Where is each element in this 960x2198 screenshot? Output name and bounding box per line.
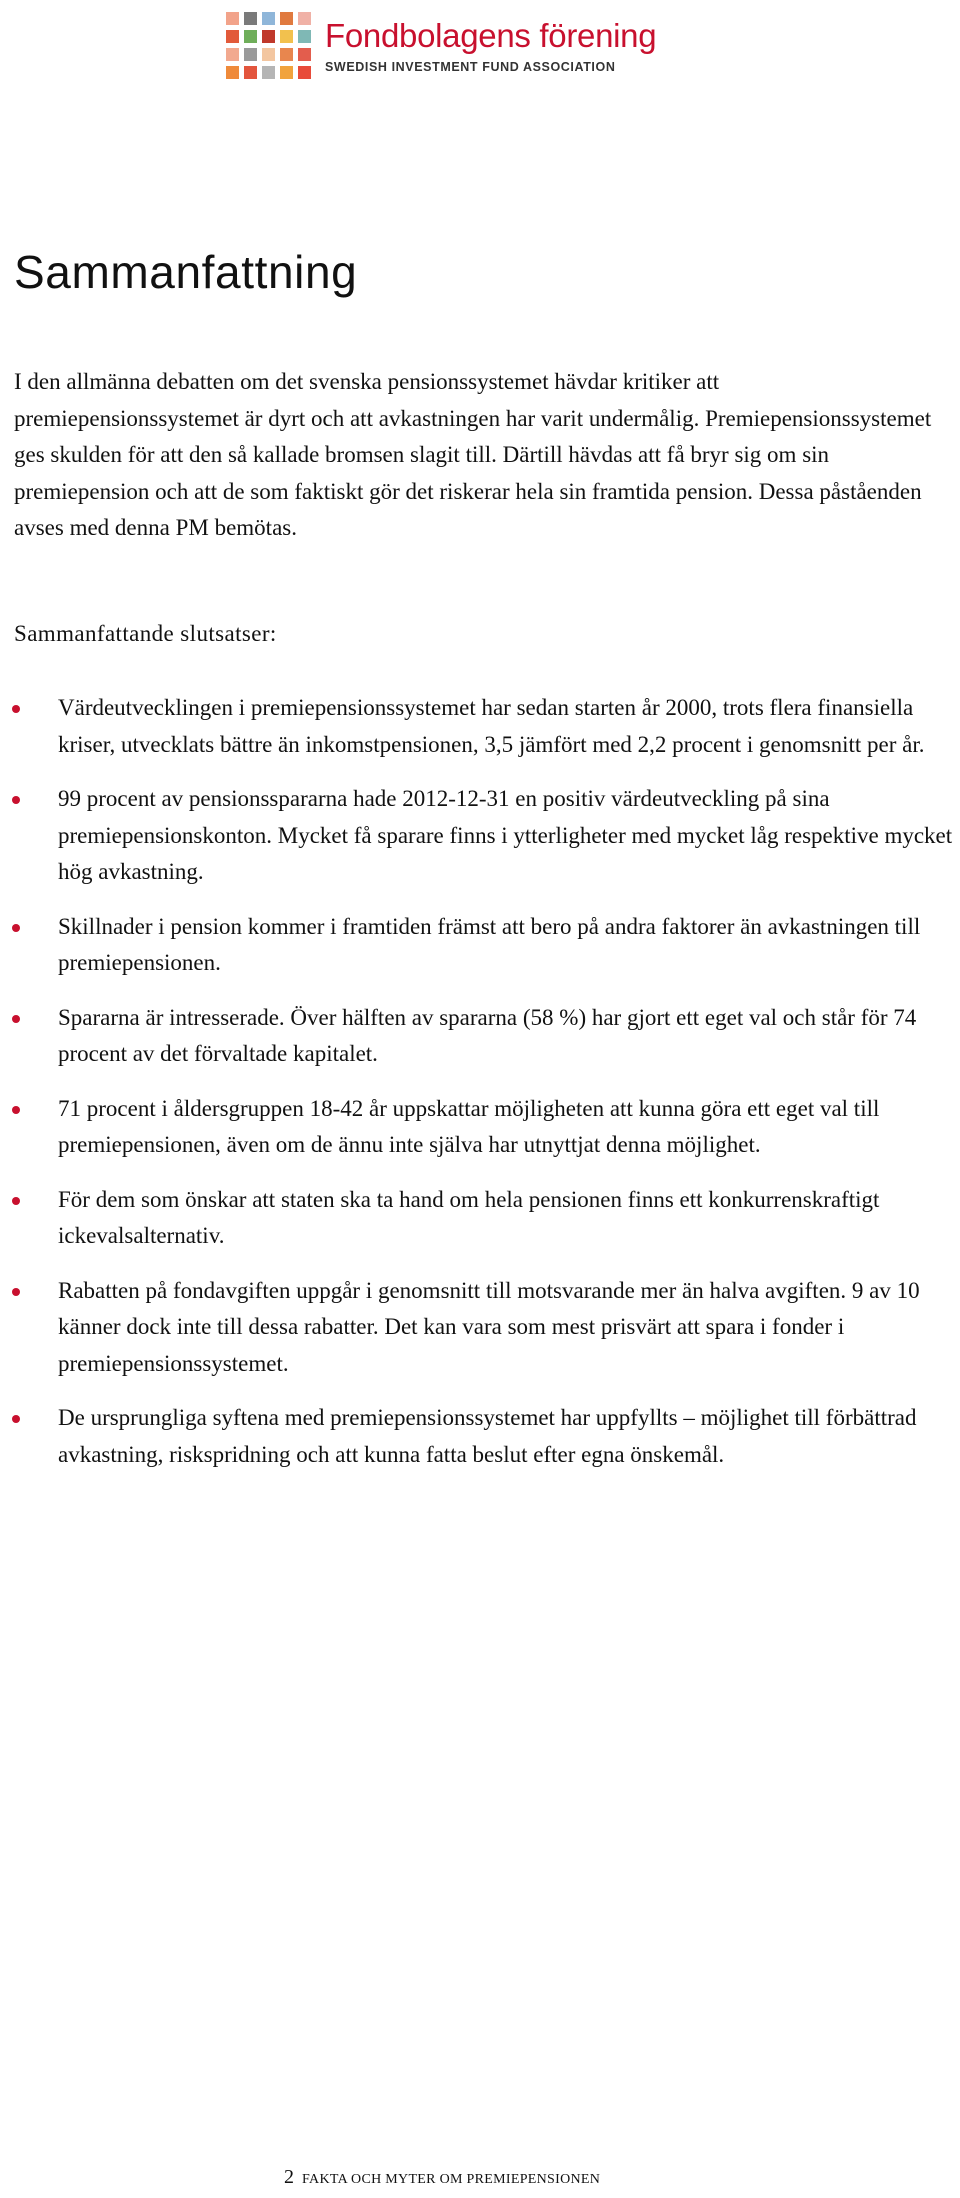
list-item-text: 71 procent i åldersgruppen 18-42 år uppskattar möjligheten att kunna göra ett eget val till premiepensionen, även om de ännu inte själva har utnyttjat denna möjlighet. [58,1095,880,1157]
logo-square [262,12,275,25]
logo-square [262,66,275,79]
conclusions-list [0,690,960,1491]
page-number: 2 [284,2166,294,2188]
list-item [0,1400,960,1473]
list-item-text: Spararna är intresserade. Över hälften av spararna (58 %) har gjort ett eget val och står för 74 procent av det förvaltade kapitalet. [58,1004,917,1066]
logo-square [244,66,257,79]
logo-square [226,12,239,25]
logo-square [226,48,239,61]
list-item [0,781,960,891]
list-item [0,1273,960,1383]
list-item [0,690,960,763]
list-item-text: För dem som önskar att staten ska ta hand om hela pensionen finns ett konkurrenskraftigt ickevalsalternativ. [58,1186,880,1248]
logo-square [244,48,257,61]
list-item-text: Värdeutvecklingen i premiepensionssystemet har sedan starten år 2000, trots flera finansiella kriser, utvecklats bättre än inkomstpensionen, 3,5 jämfört med 2,2 procent i genomsnitt per år. [58,695,925,757]
page-footer [284,2165,600,2192]
list-item [0,909,960,982]
logo-name: Fondbolagens förening [325,16,657,54]
association-logo [226,2,656,88]
bullet-icon [12,796,20,804]
list-item-text: 99 procent av pensionsspararna hade 2012-12-31 en positiv värdeutveckling på sina premiepensionskonton. Mycket få sparare finns i ytterligheter med mycket låg respektive mycket hög avkastning. [58,786,953,884]
logo-square [262,48,275,61]
bullet-icon [12,1415,20,1423]
intro-paragraph: I den allmänna debatten om det svenska pensionssystemet hävdar kritiker att premiepensionssystemet är dyrt och att avkastningen har varit undermålig. Premiepensionssystemet ges skulden för att den så kallade bromsen slagit till. Därtill hävdas att få bryr sig om sin premiepension och att de som faktiskt gör det riskerar hela sin framtida pension. Dessa påståenden avses med denna PM bemötas. [14,369,932,540]
bullet-icon [12,924,20,932]
logo-square [262,30,275,43]
bullet-icon [12,1197,20,1205]
bullet-icon [12,705,20,713]
logo-square [280,66,293,79]
logo-square [280,30,293,43]
bullet-icon [12,1288,20,1296]
logo-square [244,12,257,25]
logo-square [280,48,293,61]
logo-square [298,48,311,61]
page-title: Sammanfattning [14,246,358,298]
list-item [0,1000,960,1073]
logo-square [226,30,239,43]
logo-square [298,12,311,25]
logo-square [226,66,239,79]
logo-square [280,12,293,25]
logo-square [298,66,311,79]
summary-heading: Sammanfattande slutsatser: [14,621,277,646]
list-item [0,1182,960,1255]
list-item-text: De ursprungliga syftena med premiepensionssystemet har uppfyllts – möjlighet till förbättrad avkastning, riskspridning och att kunna fatta beslut efter egna önskemål. [58,1405,917,1467]
footer-label: FAKTA OCH MYTER OM PREMIEPENSIONEN [302,2172,601,2187]
logo-tagline: SWEDISH INVESTMENT FUND ASSOCIATION [325,59,616,74]
bullet-icon [12,1106,20,1114]
logo-text [325,17,656,74]
bullet-icon [12,1015,20,1023]
logo-square [298,30,311,43]
logo-mosaic-icon [226,12,311,79]
list-item [0,1091,960,1164]
list-item-text: Rabatten på fondavgiften uppgår i genomsnitt till motsvarande mer än halva avgiften. 9 av 10 känner dock inte till dessa rabatter. Det kan vara som mest prisvärt att spara i fonder i premiepensionssystemet. [58,1277,920,1376]
logo-square [244,30,257,43]
list-item-text: Skillnader i pension kommer i framtiden främst att bero på andra faktorer än avkastningen till premiepensionen. [58,913,921,975]
